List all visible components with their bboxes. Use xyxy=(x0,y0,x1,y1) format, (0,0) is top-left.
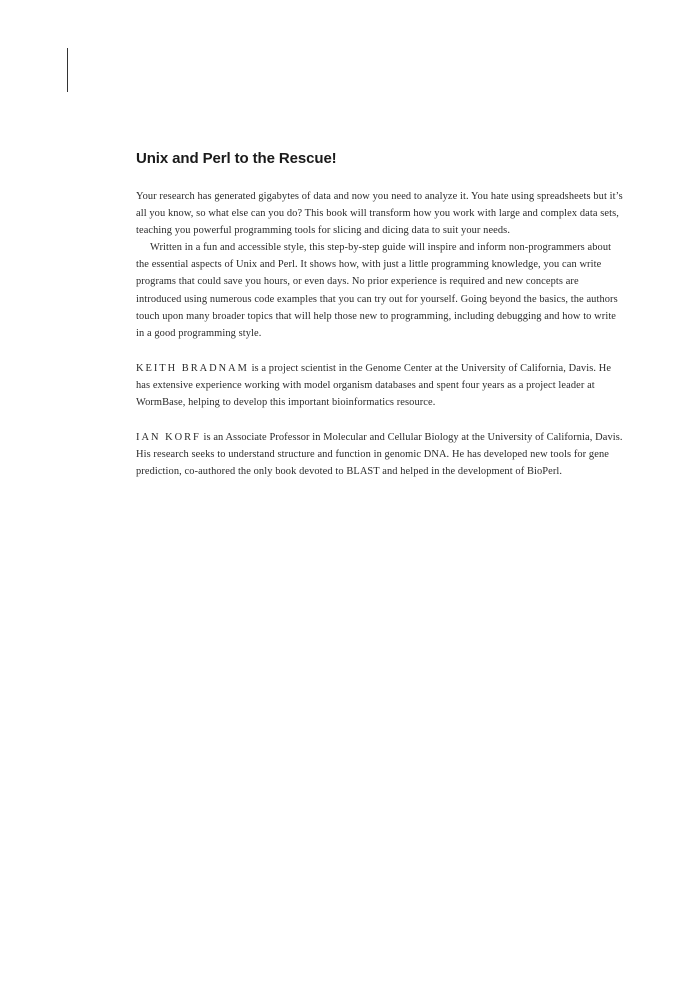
page-title: Unix and Perl to the Rescue! xyxy=(136,150,337,167)
author-name: IAN KORF xyxy=(136,432,201,444)
author-bio-bradnam xyxy=(136,360,626,411)
crop-mark xyxy=(67,48,68,92)
author-name: KEITH BRADNAM xyxy=(136,362,249,374)
author-bio-text: is an Associate Professor in Molecular and Cellular Biology at the University of California, Davis. His research seeks to understand structure and function in genomic DNA. He has developed new tools for gene prediction, co-authored the only book devoted to BLAST and helped in the development of BioPerl. xyxy=(136,432,623,478)
back-cover-text xyxy=(136,150,626,480)
author-bio-korf xyxy=(136,429,626,480)
author-bio-text: is a project scientist in the Genome Center at the University of California, Davis. He has extensive experience working with model organism databases and spent four years as a project leader at WormBase, helping to develop this important bioinformatics resource. xyxy=(136,362,612,409)
description-paragraph-1: Your research has generated gigabytes of data and now you need to analyze it. You hate using spreadsheets but it’s all you know, so what else can you do? This book will transform how you work with large and complex data sets, teaching you powerful programming tools for slicing and dicing data to suit your needs. xyxy=(136,191,623,237)
description-paragraph-2: Written in a fun and accessible style, this step-by-step guide will inspire and inform non-programmers about the essential aspects of Unix and Perl. It shows how, with just a little programming knowledge, you can write programs that could save you hours, or even days. No prior experience is required and new concepts are introduced using numerous code examples that you can try out for yourself. Going beyond the basics, the authors touch upon many broader topics that will help those new to programming, including debugging and how to write in a good programming style. xyxy=(136,242,618,339)
